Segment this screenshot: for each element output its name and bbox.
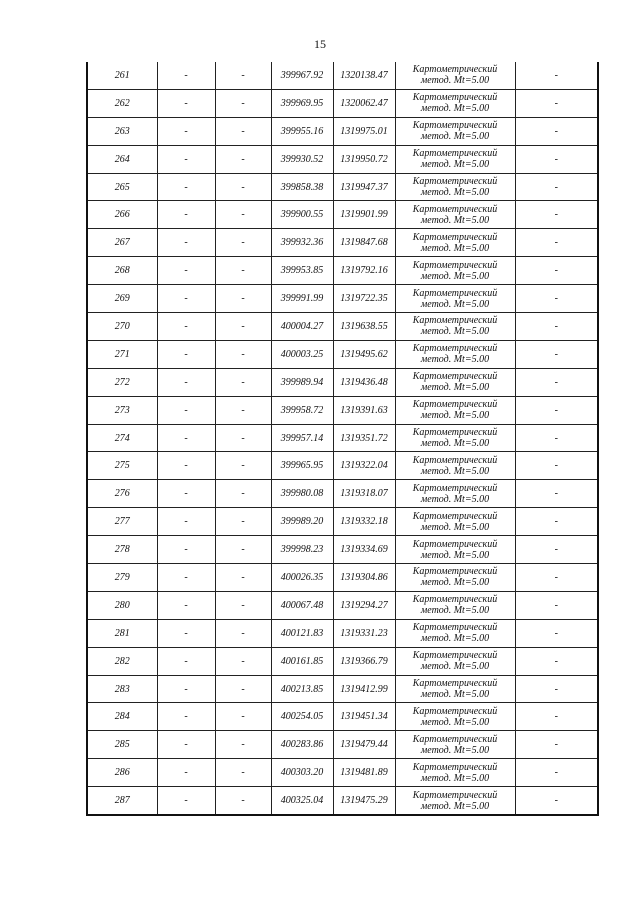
x-coordinate-cell: 399957.14 xyxy=(271,424,333,452)
point-number-cell: 286 xyxy=(87,759,157,787)
description-cell: - xyxy=(515,591,598,619)
method-cell xyxy=(395,173,515,201)
existing-x-cell: - xyxy=(157,145,215,173)
existing-x-cell: - xyxy=(157,619,215,647)
table-row xyxy=(87,201,598,229)
existing-x-cell: - xyxy=(157,396,215,424)
method-line-1: Картометрический xyxy=(412,678,498,690)
method-line-2: метод. Mt=5.00 xyxy=(420,298,490,310)
method-line-1: Картометрический xyxy=(412,566,498,578)
method-line-2: метод. Mt=5.00 xyxy=(420,744,490,756)
point-number-cell: 270 xyxy=(87,313,157,341)
y-coordinate-cell: 1319481.89 xyxy=(333,759,395,787)
description-cell: - xyxy=(515,759,598,787)
existing-x-cell: - xyxy=(157,117,215,145)
point-number-cell: 266 xyxy=(87,201,157,229)
existing-y-cell: - xyxy=(215,731,271,759)
existing-x-cell: - xyxy=(157,731,215,759)
method-line-1: Картометрический xyxy=(412,510,498,522)
point-number-cell: 273 xyxy=(87,396,157,424)
existing-y-cell: - xyxy=(215,145,271,173)
table-row xyxy=(87,675,598,703)
point-number-cell: 272 xyxy=(87,368,157,396)
table-row xyxy=(87,313,598,341)
existing-y-cell: - xyxy=(215,173,271,201)
existing-x-cell: - xyxy=(157,564,215,592)
method-line-2: метод. Mt=5.00 xyxy=(420,605,490,617)
existing-x-cell: - xyxy=(157,508,215,536)
x-coordinate-cell: 400325.04 xyxy=(271,787,333,815)
description-cell: - xyxy=(515,508,598,536)
table-row xyxy=(87,452,598,480)
method-line-2: метод. Mt=5.00 xyxy=(420,410,490,422)
method-line-1: Картометрический xyxy=(412,594,498,606)
method-cell xyxy=(395,89,515,117)
method-line-2: метод. Mt=5.00 xyxy=(420,242,490,254)
table-row xyxy=(87,368,598,396)
y-coordinate-cell: 1319950.72 xyxy=(333,145,395,173)
method-line-1: Картометрический xyxy=(412,482,498,494)
page-number: 15 xyxy=(314,37,326,51)
method-line-2: метод. Mt=5.00 xyxy=(420,493,490,505)
description-cell: - xyxy=(515,340,598,368)
existing-x-cell: - xyxy=(157,452,215,480)
point-number-cell: 264 xyxy=(87,145,157,173)
point-number-cell: 281 xyxy=(87,619,157,647)
point-number-cell: 282 xyxy=(87,647,157,675)
y-coordinate-cell: 1319322.04 xyxy=(333,452,395,480)
existing-x-cell: - xyxy=(157,313,215,341)
existing-x-cell: - xyxy=(157,340,215,368)
y-coordinate-cell: 1319436.48 xyxy=(333,368,395,396)
method-line-2: метод. Mt=5.00 xyxy=(420,326,490,338)
y-coordinate-cell: 1319495.62 xyxy=(333,340,395,368)
description-cell: - xyxy=(515,313,598,341)
existing-x-cell: - xyxy=(157,647,215,675)
method-cell xyxy=(395,201,515,229)
y-coordinate-cell: 1319975.01 xyxy=(333,117,395,145)
table-row xyxy=(87,424,598,452)
table-row xyxy=(87,480,598,508)
method-cell xyxy=(395,117,515,145)
existing-x-cell: - xyxy=(157,201,215,229)
x-coordinate-cell: 399967.92 xyxy=(271,62,333,89)
point-number-cell: 284 xyxy=(87,703,157,731)
table-row xyxy=(87,285,598,313)
x-coordinate-cell: 399989.20 xyxy=(271,508,333,536)
description-cell: - xyxy=(515,619,598,647)
existing-x-cell: - xyxy=(157,173,215,201)
method-cell xyxy=(395,675,515,703)
method-line-2: метод. Mt=5.00 xyxy=(420,716,490,728)
point-number-cell: 277 xyxy=(87,508,157,536)
existing-y-cell: - xyxy=(215,619,271,647)
method-line-2: метод. Mt=5.00 xyxy=(420,103,490,115)
existing-y-cell: - xyxy=(215,480,271,508)
description-cell: - xyxy=(515,675,598,703)
y-coordinate-cell: 1320138.47 xyxy=(333,62,395,89)
existing-y-cell: - xyxy=(215,117,271,145)
method-cell xyxy=(395,703,515,731)
point-number-cell: 279 xyxy=(87,564,157,592)
existing-x-cell: - xyxy=(157,368,215,396)
x-coordinate-cell: 400067.48 xyxy=(271,591,333,619)
x-coordinate-cell: 400121.83 xyxy=(271,619,333,647)
y-coordinate-cell: 1319901.99 xyxy=(333,201,395,229)
method-cell xyxy=(395,564,515,592)
method-cell xyxy=(395,731,515,759)
method-cell xyxy=(395,619,515,647)
y-coordinate-cell: 1319722.35 xyxy=(333,285,395,313)
existing-y-cell: - xyxy=(215,368,271,396)
table-row xyxy=(87,619,598,647)
point-number-cell: 287 xyxy=(87,787,157,815)
method-line-2: метод. Mt=5.00 xyxy=(420,131,490,143)
description-cell: - xyxy=(515,89,598,117)
y-coordinate-cell: 1319332.18 xyxy=(333,508,395,536)
existing-y-cell: - xyxy=(215,759,271,787)
existing-x-cell: - xyxy=(157,759,215,787)
method-line-2: метод. Mt=5.00 xyxy=(420,438,490,450)
method-line-1: Картометрический xyxy=(412,761,498,773)
point-number-cell: 278 xyxy=(87,536,157,564)
existing-x-cell: - xyxy=(157,257,215,285)
y-coordinate-cell: 1319847.68 xyxy=(333,229,395,257)
method-line-2: метод. Mt=5.00 xyxy=(420,270,490,282)
point-number-cell: 262 xyxy=(87,89,157,117)
method-line-1: Картометрический xyxy=(412,343,498,355)
description-cell: - xyxy=(515,285,598,313)
y-coordinate-cell: 1319391.63 xyxy=(333,396,395,424)
existing-y-cell: - xyxy=(215,340,271,368)
existing-y-cell: - xyxy=(215,62,271,89)
method-cell xyxy=(395,536,515,564)
y-coordinate-cell: 1319331.23 xyxy=(333,619,395,647)
y-coordinate-cell: 1319475.29 xyxy=(333,787,395,815)
table-row xyxy=(87,564,598,592)
description-cell: - xyxy=(515,424,598,452)
table-row xyxy=(87,591,598,619)
description-cell: - xyxy=(515,480,598,508)
point-number-cell: 275 xyxy=(87,452,157,480)
table-row xyxy=(87,647,598,675)
x-coordinate-cell: 399932.36 xyxy=(271,229,333,257)
method-line-1: Картометрический xyxy=(412,148,498,160)
method-cell xyxy=(395,508,515,536)
method-cell xyxy=(395,229,515,257)
x-coordinate-cell: 399980.08 xyxy=(271,480,333,508)
table-row xyxy=(87,508,598,536)
existing-y-cell: - xyxy=(215,536,271,564)
method-line-1: Картометрический xyxy=(412,259,498,271)
existing-y-cell: - xyxy=(215,703,271,731)
y-coordinate-cell: 1319334.69 xyxy=(333,536,395,564)
point-number-cell: 263 xyxy=(87,117,157,145)
method-line-2: метод. Mt=5.00 xyxy=(420,633,490,645)
table-row xyxy=(87,173,598,201)
method-cell xyxy=(395,340,515,368)
existing-y-cell: - xyxy=(215,787,271,815)
y-coordinate-cell: 1319412.99 xyxy=(333,675,395,703)
existing-y-cell: - xyxy=(215,257,271,285)
method-cell xyxy=(395,285,515,313)
y-coordinate-cell: 1319304.86 xyxy=(333,564,395,592)
method-cell xyxy=(395,480,515,508)
x-coordinate-cell: 400026.35 xyxy=(271,564,333,592)
description-cell: - xyxy=(515,117,598,145)
table-row xyxy=(87,703,598,731)
existing-x-cell: - xyxy=(157,480,215,508)
table-row xyxy=(87,62,598,89)
y-coordinate-cell: 1319451.34 xyxy=(333,703,395,731)
method-line-2: метод. Mt=5.00 xyxy=(420,661,490,673)
method-line-1: Картометрический xyxy=(412,705,498,717)
method-cell xyxy=(395,396,515,424)
method-line-2: метод. Mt=5.00 xyxy=(420,354,490,366)
existing-x-cell: - xyxy=(157,89,215,117)
x-coordinate-cell: 399900.55 xyxy=(271,201,333,229)
method-line-1: Картометрический xyxy=(412,650,498,662)
x-coordinate-cell: 400161.85 xyxy=(271,647,333,675)
existing-x-cell: - xyxy=(157,424,215,452)
description-cell: - xyxy=(515,368,598,396)
table-row xyxy=(87,536,598,564)
description-cell: - xyxy=(515,647,598,675)
existing-y-cell: - xyxy=(215,647,271,675)
method-line-1: Картометрический xyxy=(412,427,498,439)
existing-x-cell: - xyxy=(157,229,215,257)
y-coordinate-cell: 1320062.47 xyxy=(333,89,395,117)
method-line-2: метод. Mt=5.00 xyxy=(420,382,490,394)
y-coordinate-cell: 1319294.27 xyxy=(333,591,395,619)
existing-x-cell: - xyxy=(157,62,215,89)
method-line-1: Картометрический xyxy=(412,454,498,466)
x-coordinate-cell: 399858.38 xyxy=(271,173,333,201)
point-number-cell: 280 xyxy=(87,591,157,619)
point-number-cell: 269 xyxy=(87,285,157,313)
point-number-cell: 265 xyxy=(87,173,157,201)
table-row xyxy=(87,759,598,787)
method-cell xyxy=(395,759,515,787)
method-cell xyxy=(395,647,515,675)
point-number-cell: 267 xyxy=(87,229,157,257)
method-line-2: метод. Mt=5.00 xyxy=(420,159,490,171)
existing-y-cell: - xyxy=(215,452,271,480)
x-coordinate-cell: 400254.05 xyxy=(271,703,333,731)
x-coordinate-cell: 399958.72 xyxy=(271,396,333,424)
x-coordinate-cell: 399955.16 xyxy=(271,117,333,145)
description-cell: - xyxy=(515,173,598,201)
point-number-cell: 271 xyxy=(87,340,157,368)
x-coordinate-cell: 400004.27 xyxy=(271,313,333,341)
method-cell xyxy=(395,145,515,173)
method-line-1: Картометрический xyxy=(412,203,498,215)
description-cell: - xyxy=(515,564,598,592)
method-line-1: Картометрический xyxy=(412,399,498,411)
y-coordinate-cell: 1319947.37 xyxy=(333,173,395,201)
table-row xyxy=(87,89,598,117)
table-row xyxy=(87,340,598,368)
method-line-2: метод. Mt=5.00 xyxy=(420,465,490,477)
y-coordinate-cell: 1319318.07 xyxy=(333,480,395,508)
y-coordinate-cell: 1319479.44 xyxy=(333,731,395,759)
table-row xyxy=(87,731,598,759)
x-coordinate-cell: 399998.23 xyxy=(271,536,333,564)
existing-x-cell: - xyxy=(157,285,215,313)
method-line-2: метод. Mt=5.00 xyxy=(420,577,490,589)
method-cell xyxy=(395,313,515,341)
point-number-cell: 285 xyxy=(87,731,157,759)
existing-y-cell: - xyxy=(215,89,271,117)
method-cell xyxy=(395,257,515,285)
x-coordinate-cell: 399930.52 xyxy=(271,145,333,173)
point-number-cell: 283 xyxy=(87,675,157,703)
x-coordinate-cell: 399989.94 xyxy=(271,368,333,396)
description-cell: - xyxy=(515,229,598,257)
description-cell: - xyxy=(515,396,598,424)
description-cell: - xyxy=(515,731,598,759)
point-number-cell: 261 xyxy=(87,62,157,89)
existing-y-cell: - xyxy=(215,285,271,313)
method-line-1: Картометрический xyxy=(412,92,498,104)
point-number-cell: 274 xyxy=(87,424,157,452)
x-coordinate-cell: 400283.86 xyxy=(271,731,333,759)
method-line-2: метод. Mt=5.00 xyxy=(420,689,490,701)
x-coordinate-cell: 399965.95 xyxy=(271,452,333,480)
description-cell: - xyxy=(515,536,598,564)
description-cell: - xyxy=(515,452,598,480)
method-line-2: метод. Mt=5.00 xyxy=(420,187,490,198)
table-row xyxy=(87,257,598,285)
table-body xyxy=(87,62,598,815)
existing-x-cell: - xyxy=(157,703,215,731)
existing-y-cell: - xyxy=(215,424,271,452)
table-row xyxy=(87,229,598,257)
method-line-1: Картометрический xyxy=(412,371,498,383)
method-cell xyxy=(395,452,515,480)
table-row xyxy=(87,117,598,145)
x-coordinate-cell: 399953.85 xyxy=(271,257,333,285)
x-coordinate-cell: 399991.99 xyxy=(271,285,333,313)
existing-y-cell: - xyxy=(215,313,271,341)
x-coordinate-cell: 399969.95 xyxy=(271,89,333,117)
point-number-cell: 276 xyxy=(87,480,157,508)
method-line-2: метод. Mt=5.00 xyxy=(420,75,490,87)
method-line-1: Картометрический xyxy=(412,789,498,801)
existing-x-cell: - xyxy=(157,675,215,703)
description-cell: - xyxy=(515,703,598,731)
existing-y-cell: - xyxy=(215,508,271,536)
table-row xyxy=(87,787,598,815)
method-line-1: Картометрический xyxy=(412,287,498,299)
method-line-2: метод. Mt=5.00 xyxy=(420,549,490,561)
method-line-1: Картометрический xyxy=(412,64,498,76)
method-cell xyxy=(395,787,515,815)
existing-y-cell: - xyxy=(215,201,271,229)
existing-y-cell: - xyxy=(215,229,271,257)
method-line-2: метод. Mt=5.00 xyxy=(420,521,490,533)
point-number-cell: 268 xyxy=(87,257,157,285)
y-coordinate-cell: 1319792.16 xyxy=(333,257,395,285)
table-row xyxy=(87,396,598,424)
method-line-1: Картометрический xyxy=(412,315,498,327)
y-coordinate-cell: 1319351.72 xyxy=(333,424,395,452)
method-cell xyxy=(395,591,515,619)
x-coordinate-cell: 400303.20 xyxy=(271,759,333,787)
coordinates-table xyxy=(86,62,599,816)
existing-x-cell: - xyxy=(157,787,215,815)
description-cell: - xyxy=(515,62,598,89)
description-cell: - xyxy=(515,787,598,815)
existing-y-cell: - xyxy=(215,675,271,703)
y-coordinate-cell: 1319638.55 xyxy=(333,313,395,341)
existing-y-cell: - xyxy=(215,591,271,619)
method-line-2: метод. Mt=5.00 xyxy=(420,800,490,812)
description-cell: - xyxy=(515,145,598,173)
y-coordinate-cell: 1319366.79 xyxy=(333,647,395,675)
method-line-1: Картометрический xyxy=(412,231,498,243)
method-cell xyxy=(395,424,515,452)
method-line-1: Картометрический xyxy=(412,120,498,132)
x-coordinate-cell: 400003.25 xyxy=(271,340,333,368)
method-line-1: Картометрический xyxy=(412,538,498,550)
description-cell: - xyxy=(515,201,598,229)
method-line-2: метод. Mt=5.00 xyxy=(420,214,490,226)
existing-y-cell: - xyxy=(215,396,271,424)
existing-x-cell: - xyxy=(157,591,215,619)
method-line-1: Картометрический xyxy=(412,622,498,634)
method-cell xyxy=(395,62,515,89)
method-line-1: Картометрический xyxy=(412,176,498,187)
existing-x-cell: - xyxy=(157,536,215,564)
method-cell xyxy=(395,368,515,396)
table-row xyxy=(87,145,598,173)
method-line-1: Картометрический xyxy=(412,733,498,745)
x-coordinate-cell: 400213.85 xyxy=(271,675,333,703)
method-line-2: метод. Mt=5.00 xyxy=(420,772,490,784)
existing-y-cell: - xyxy=(215,564,271,592)
description-cell: - xyxy=(515,257,598,285)
